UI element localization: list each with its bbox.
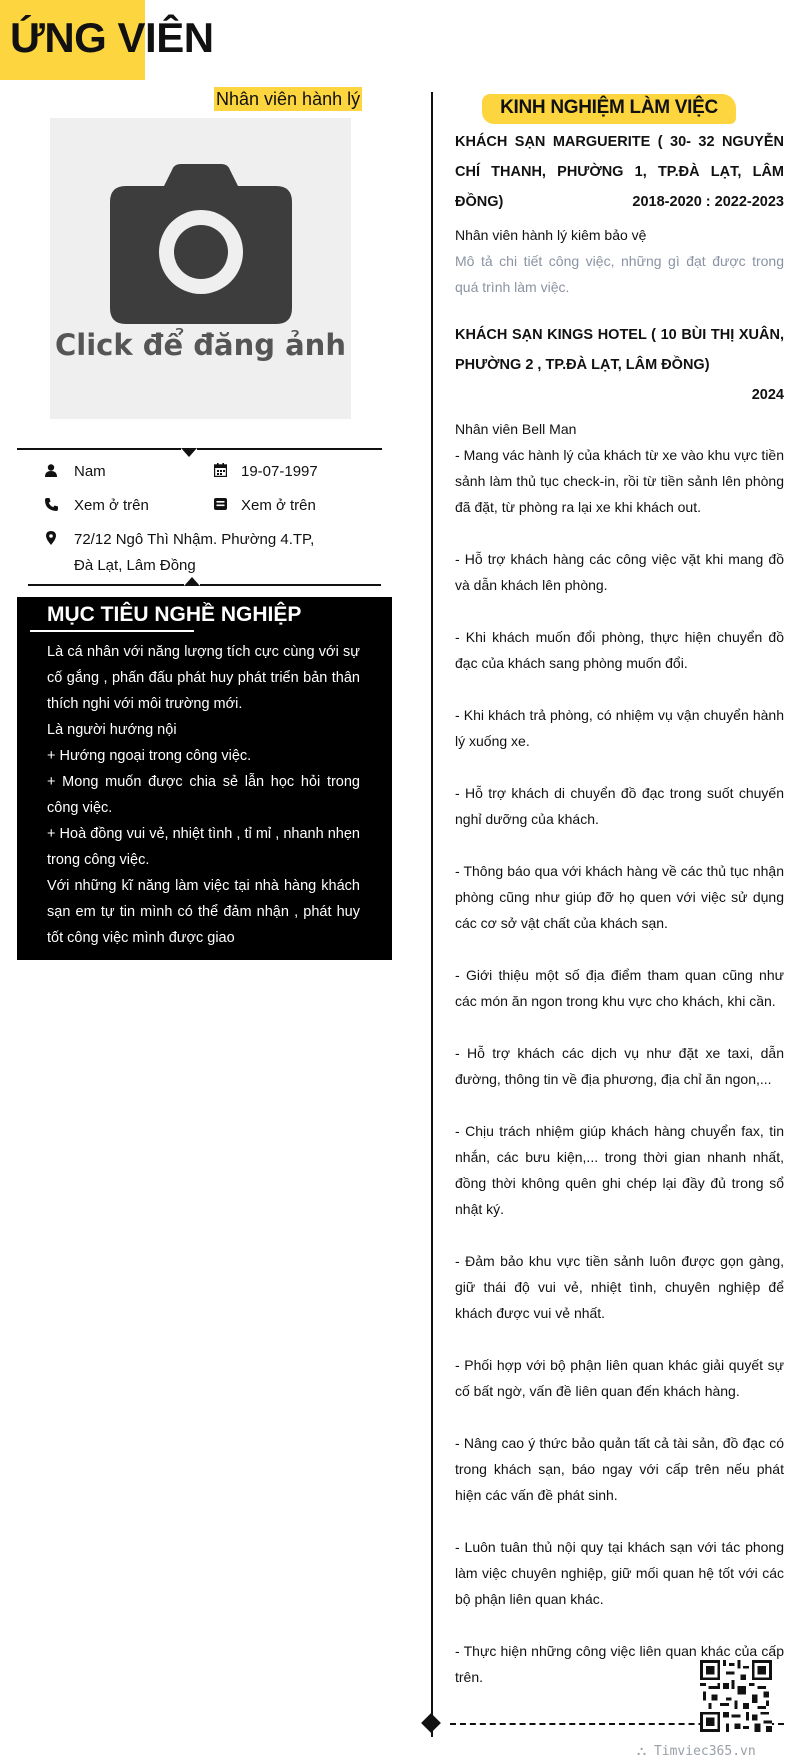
job-role: Nhân viên Bell Man [455,421,577,437]
user-icon [43,462,59,478]
duty-item: - Giới thiệu một số địa điểm tham quan cũng như các món ăn ngon trong khu vực cho khách, khi cần. [455,967,784,1009]
birthdate-value: 19-07-1997 [241,463,318,480]
timeline-line [431,92,433,1737]
duty-item: - Hỗ trợ khách các dịch vụ như đặt xe taxi, dẫn đường, thông tin về địa phương, địa chỉ ăn ngon,... [455,1045,784,1087]
objective-line: Là cá nhân với năng lượng tích cực cùng với sự cố gắng , phấn đấu phát huy phát triển bản thân thích nghi với môi trường mới. [47,644,360,712]
duty-item: - Luôn tuân thủ nội quy tại khách sạn với tác phong làm việc chuyên nghiệp, giữ mối quan hệ tốt với các bộ phận liên quan khác. [455,1539,784,1607]
qr-code-icon [700,1660,772,1732]
job-title: Nhân viên hành lý [216,89,361,109]
job-description: Mô tả chi tiết công việc, những gì đạt được trong quá trình làm việc. [455,253,784,295]
objective-title: MỤC TIÊU NGHỀ NGHIỆP [47,603,302,626]
objective-underline [30,630,194,632]
job-company: KHÁCH SẠN KINGS HOTEL ( 10 BÙI THỊ XUÂN, PHƯỜNG 2 , TP.ĐÀ LẠT, LÂM ĐỒNG) [455,327,784,373]
objective-line: + Mong muốn được chia sẻ lẫn học hỏi trong công việc. [47,774,360,816]
divider [197,448,382,450]
job-duties [455,442,784,1716]
phone-value: Xem ở trên [74,497,149,514]
divider [17,448,181,450]
duty-item: - Thực hiện những công việc liên quan khác của cấp trên. [455,1643,784,1685]
map-marker-icon [43,530,59,546]
duty-item: - Chịu trách nhiệm giúp khách hàng chuyển fax, tin nhắn, các bưu kiện,... trong thời gian nhanh nhất, đồng thời không quên ghi chép lại đầy đủ trong sổ nhật ký. [455,1123,784,1217]
footer-watermark-text: Timviec365.vn [653,1744,756,1759]
duty-item: - Nâng cao ý thức bảo quản tất cả tài sản, đồ đạc có trong khách sạn, báo ngay với cấp trên nếu phát hiện các vấn đề phát sinh. [455,1435,784,1503]
career-objective-section [17,597,392,960]
duty-item: - Khi khách muốn đổi phòng, thực hiện chuyển đồ đạc của khách sang phòng muốn đổi. [455,629,784,671]
objective-body [47,639,360,951]
envelope-icon [212,496,228,512]
camera-icon [110,164,292,324]
phone-icon [43,496,59,512]
duty-item: - Đảm bảo khu vực tiền sảnh luôn được gọn gàng, giữ thái độ vui vẻ, nhiệt tình, chuyên nghiệp để khách được vui vẻ nhất. [455,1253,784,1321]
duty-item: - Hỗ trợ khách di chuyển đồ đạc trong suốt chuyến nghỉ dưỡng của khách. [455,785,784,827]
duty-item: - Thông báo qua với khách hàng về các thủ tục nhận phòng cũng như giúp đỡ họ quen với việc sử dụng các cơ sở vật chất của khách sạn. [455,863,784,931]
job-period: 2018-2020 : 2022-2023 [632,194,784,210]
email-value: Xem ở trên [241,497,316,514]
gender-value: Nam [74,463,106,480]
job-role: Nhân viên hành lý kiêm bảo vệ [455,227,647,243]
duty-item: - Phối hợp với bộ phận liên quan khác giải quyết sự cố bất ngờ, vấn đề liên quan đến khách hàng. [455,1357,784,1399]
divider-arrow [181,448,197,457]
divider [200,584,381,586]
duty-item: - Mang vác hành lý của khách từ xe vào khu vực tiền sảnh làm thủ tục check-in, rồi từ tiền sảnh lên phòng đã đặt, từ phòng ra lại xe khi khách out. [455,447,784,515]
job-period: 2024 [751,387,784,403]
candidate-name: ỨNG VIÊN [10,14,214,61]
calendar-icon [212,462,228,478]
footer-watermark [637,1744,756,1759]
logo-icon: ⛬ [637,1744,654,1759]
duty-item: - Hỗ trợ khách hàng các công việc vặt khi mang đồ và dẫn khách lên phòng. [455,551,784,593]
photo-upload[interactable] [50,118,351,419]
photo-caption: Click để đăng ảnh [55,328,346,362]
address-value: 72/12 Ngô Thì Nhậm. Phường 4.TP, Đà Lạt, Lâm Đồng [74,531,315,574]
job-company: KHÁCH SẠN MARGUERITE ( 30- 32 NGUYỄN CHÍ THANH, PHƯỜNG 1, TP.ĐÀ LẠT, LÂM ĐỒNG) [455,134,784,210]
divider [28,584,184,586]
objective-line: Là người hướng nội [47,722,177,738]
objective-line: + Hoà đồng vui vẻ, nhiệt tình , tỉ mỉ , nhanh nhẹn trong công việc. [47,826,360,868]
timeline-diamond [421,1713,441,1733]
experience-title: KINH NGHIỆM LÀM VIỆC [500,97,718,118]
duty-item: - Khi khách trả phòng, có nhiệm vụ vận chuyển hành lý xuống xe. [455,707,784,749]
divider-arrow [184,577,200,586]
objective-line: Với những kĩ năng làm việc tại nhà hàng khách sạn em tự tin mình có thể đảm nhận , phát huy tốt công việc mình được giao [47,878,360,946]
objective-line: + Hướng ngoại trong công việc. [47,748,252,764]
